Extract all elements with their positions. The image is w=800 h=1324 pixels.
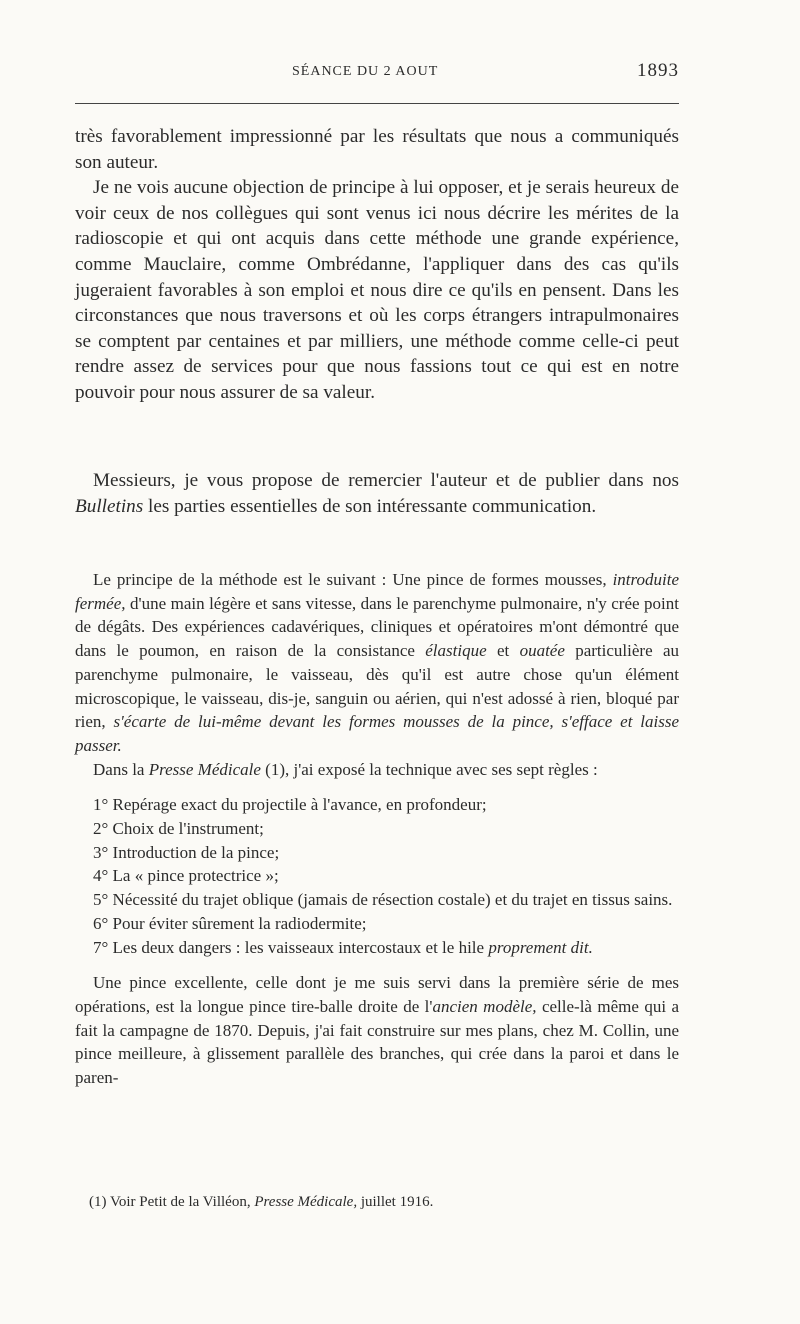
list-item: 1° Repérage exact du projectile à l'avance, en profondeur; — [93, 795, 487, 815]
page-number: 1893 — [637, 60, 679, 81]
rules-list — [75, 793, 679, 959]
list-item: 2° Choix de l'instrument; — [93, 819, 264, 839]
paragraph-principle: Le principe de la méthode est le suivant : Une pince de formes mousses, introduite fermée, d'une main légère et sans vitesse, dans le parenchyme pulmonaire, n'y crée point de dégâts. Des expériences cadavériques, cliniques et opératoires m'ont démontré que dans le poumon, en raison de la consistance élastique et ouatée particulière au parenchyme pulmonaire, le vaisseau, dès qu'il est autre chose qu'un élément microscopique, le vaisseau, dis-je, sanguin ou aérien, qui n'est adossé à rien, bloqué par rien, s'écarte de lui-même devant les formes mousses de la pince, s'efface et laisse passer. — [75, 570, 679, 755]
communication-text — [75, 568, 679, 1090]
list-item: 4° La « pince protectrice »; — [93, 866, 279, 886]
paragraph-proposal: Messieurs, je vous propose de remercier l'auteur et de publier dans nos Bulletins les parties essentielles de son intéressante communication. — [75, 470, 679, 517]
paragraph-pince: Une pince excellente, celle dont je me suis servi dans la première série de mes opérations, est la longue pince tire-balle droite de l'ancien modèle, celle-là même qui a fait la campagne de 1870. Depuis, j'ai fait construire sur mes plans, chez M. Collin, une pince meilleure, à glissement parallèle des branches, qui crée dans la paroi et dans le paren- — [75, 973, 680, 1088]
footnote: (1) Voir Petit de la Villéon, Presse Médicale, juillet 1916. — [89, 1194, 434, 1210]
paragraph-technique: Dans la Presse Médicale (1), j'ai exposé la technique avec ses sept règles : — [93, 759, 598, 779]
paragraph-continuation: très favorablement impressionné par les résultats que nous a communiqués son auteur. — [75, 126, 679, 173]
book-page — [75, 60, 680, 1210]
paragraph-objection: Je ne vois aucune objection de principe à lui opposer, et je serais heureux de voir ceux de nos collègues qui sont venus ici nous décrire les mérites de la radioscopie et qui ont acquis dans cette méthode une grande expérience, comme Mauclaire, comme Ombrédanne, l'appliquer dans des cas qu'ils jugeraient favorables à son emploi et nous dire ce qu'ils en pensent. Dans les circonstances que nous traversons et où les corps étrangers intrapulmonaires se comptent par centaines et par milliers, une méthode comme celle-ci peut rendre assez de services pour que nous fassions tout ce qui est en notre pouvoir pour nous assurer de sa valeur. — [75, 177, 679, 403]
running-title: SÉANCE DU 2 AOUT — [292, 64, 439, 79]
page-header — [75, 60, 679, 90]
list-item: 3° Introduction de la pince; — [93, 842, 280, 862]
body-text-top — [75, 124, 679, 406]
list-item: 6° Pour éviter sûrement la radiodermite; — [93, 913, 367, 933]
list-item: 5° Nécessité du trajet oblique (jamais de résection costale) et du trajet en tissus sains. — [93, 890, 673, 910]
header-rule — [75, 103, 679, 104]
list-item: 7° Les deux dangers : les vaisseaux intercostaux et le hile proprement dit. — [93, 937, 593, 957]
